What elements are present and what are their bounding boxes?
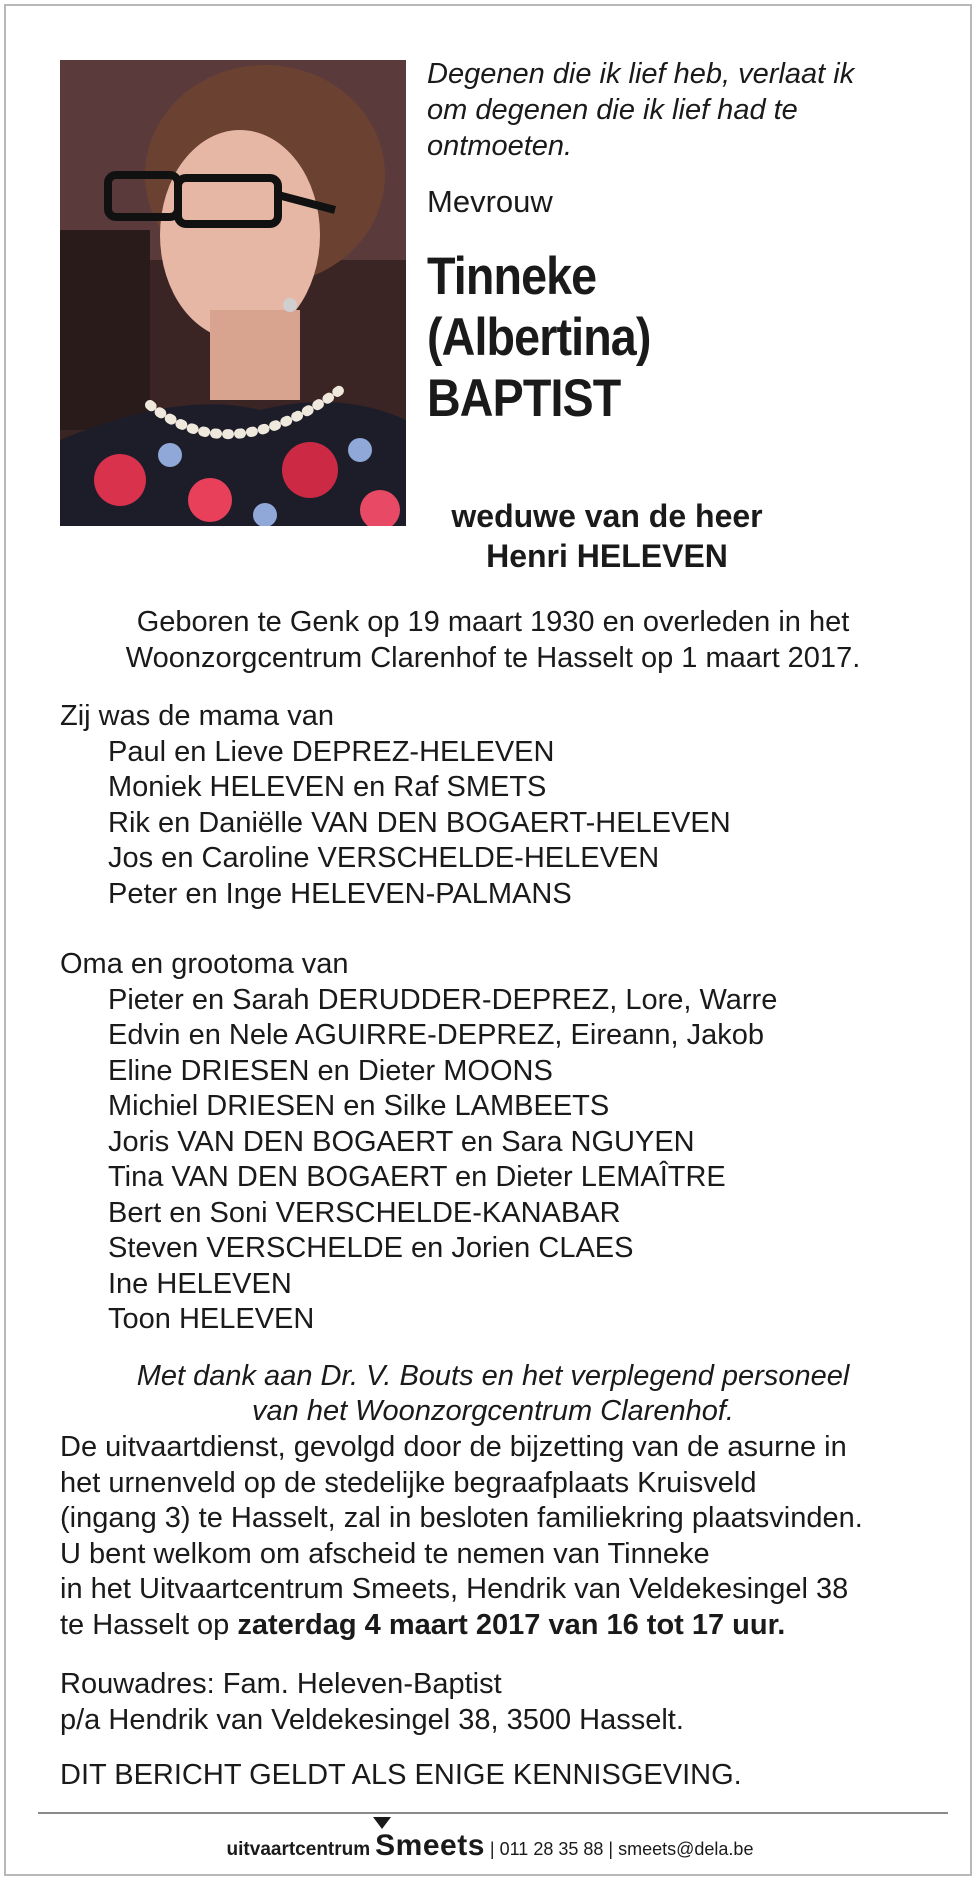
- born-line: Geboren te Genk op 19 maart 1930 en overleden in het: [136, 606, 850, 638]
- service-line: het urnenveld op de stedelijke begraafplaats Kruisveld: [60, 1466, 757, 1499]
- quote-line: om degenen die ik lief had te: [427, 94, 798, 126]
- brand-prefix: uitvaartcentrum: [226, 1839, 371, 1860]
- list-item: Rik en Daniëlle VAN DEN BOGAERT-HELEVEN: [108, 806, 731, 839]
- thanks-note: [60, 1359, 926, 1429]
- obituary-card: [4, 4, 972, 1876]
- children-list: [60, 699, 940, 912]
- quote-line: ontmoeten.: [427, 130, 573, 162]
- salutation: Mevrouw: [427, 184, 553, 219]
- deceased-name: [427, 246, 885, 429]
- list-item: Michiel DRIESEN en Silke LAMBEETS: [108, 1090, 610, 1122]
- funeral-service-info: [60, 1430, 940, 1643]
- address-line: p/a Hendrik van Veldekesingel 38, 3500 Hasselt.: [60, 1703, 684, 1736]
- footer-divider: [38, 1812, 948, 1814]
- born-line: Woonzorgcentrum Clarenhof te Hasselt op 1 maart 2017.: [125, 642, 861, 674]
- brand-name: Smeets: [375, 1829, 485, 1862]
- service-line-last: [60, 1608, 940, 1644]
- thanks-line: van het Woonzorgcentrum Clarenhof.: [252, 1395, 734, 1427]
- list-item: Bert en Soni VERSCHELDE-KANABAR: [108, 1196, 621, 1229]
- list-item: Edvin en Nele AGUIRRE-DEPREZ, Eireann, Jakob: [108, 1019, 764, 1051]
- service-line: De uitvaartdienst, gevolgd door de bijzetting van de asurne in: [60, 1431, 847, 1463]
- list-item: Pieter en Sarah DERUDDER-DEPREZ, Lore, Warre: [108, 983, 778, 1016]
- service-prefix: te Hasselt op: [60, 1608, 238, 1641]
- email-address: smeets@dela.be: [618, 1839, 754, 1859]
- portrait-image: [60, 60, 406, 526]
- quote-line: Degenen die ik lief heb, verlaat ik: [427, 58, 855, 90]
- footer-separator: |: [608, 1839, 614, 1859]
- footer: [6, 1829, 974, 1863]
- service-line: U bent welkom om afscheid te nemen van Tinneke: [60, 1537, 710, 1570]
- triangle-marker-icon: [373, 1817, 391, 1829]
- mourning-address: [60, 1667, 940, 1738]
- list-item: Paul en Lieve DEPREZ-HELEVEN: [108, 735, 555, 768]
- list-item: Tina VAN DEN BOGAERT en Dieter LEMAÎTRE: [108, 1161, 726, 1193]
- name-line: BAPTIST: [427, 369, 621, 428]
- list-item: Joris VAN DEN BOGAERT en Sara NGUYEN: [108, 1125, 695, 1158]
- list-item: Toon HELEVEN: [108, 1303, 315, 1335]
- phone-number: 011 28 35 88: [499, 1839, 604, 1859]
- widow-line: weduwe van de heer: [451, 498, 763, 534]
- list-item: Moniek HELEVEN en Raf SMETS: [108, 771, 547, 803]
- notice-statement: DIT BERICHT GELDT ALS ENIGE KENNISGEVING.: [60, 1759, 742, 1791]
- list-item: Steven VERSCHELDE en Jorien CLAES: [108, 1232, 634, 1264]
- children-heading: Zij was de mama van: [60, 700, 334, 732]
- thanks-line: Met dank aan Dr. V. Bouts en het verplegend personeel: [136, 1360, 850, 1392]
- grandchildren-heading: Oma en grootoma van: [60, 948, 349, 980]
- footer-separator: |: [489, 1839, 495, 1859]
- list-item: Eline DRIESEN en Dieter MOONS: [108, 1054, 553, 1087]
- name-line: Tinneke: [427, 247, 597, 306]
- widow-of: [427, 496, 787, 576]
- portrait-photo: [60, 60, 406, 526]
- name-line: (Albertina): [427, 308, 651, 367]
- memorial-quote: [427, 56, 947, 164]
- service-line: in het Uitvaartcentrum Smeets, Hendrik van Veldekesingel 38: [60, 1573, 849, 1605]
- address-line: Rouwadres: Fam. Heleven-Baptist: [60, 1668, 502, 1700]
- grandchildren-list: [60, 947, 940, 1338]
- list-item: Peter en Inge HELEVEN-PALMANS: [108, 877, 572, 910]
- widow-line: Henri HELEVEN: [486, 538, 728, 574]
- list-item: Jos en Caroline VERSCHELDE-HELEVEN: [108, 842, 660, 874]
- list-item: Ine HELEVEN: [108, 1267, 292, 1300]
- service-datetime: zaterdag 4 maart 2017 van 16 tot 17 uur.: [237, 1608, 786, 1641]
- service-line: (ingang 3) te Hasselt, zal in besloten familiekring plaatsvinden.: [60, 1502, 863, 1534]
- birth-death-statement: [60, 604, 926, 676]
